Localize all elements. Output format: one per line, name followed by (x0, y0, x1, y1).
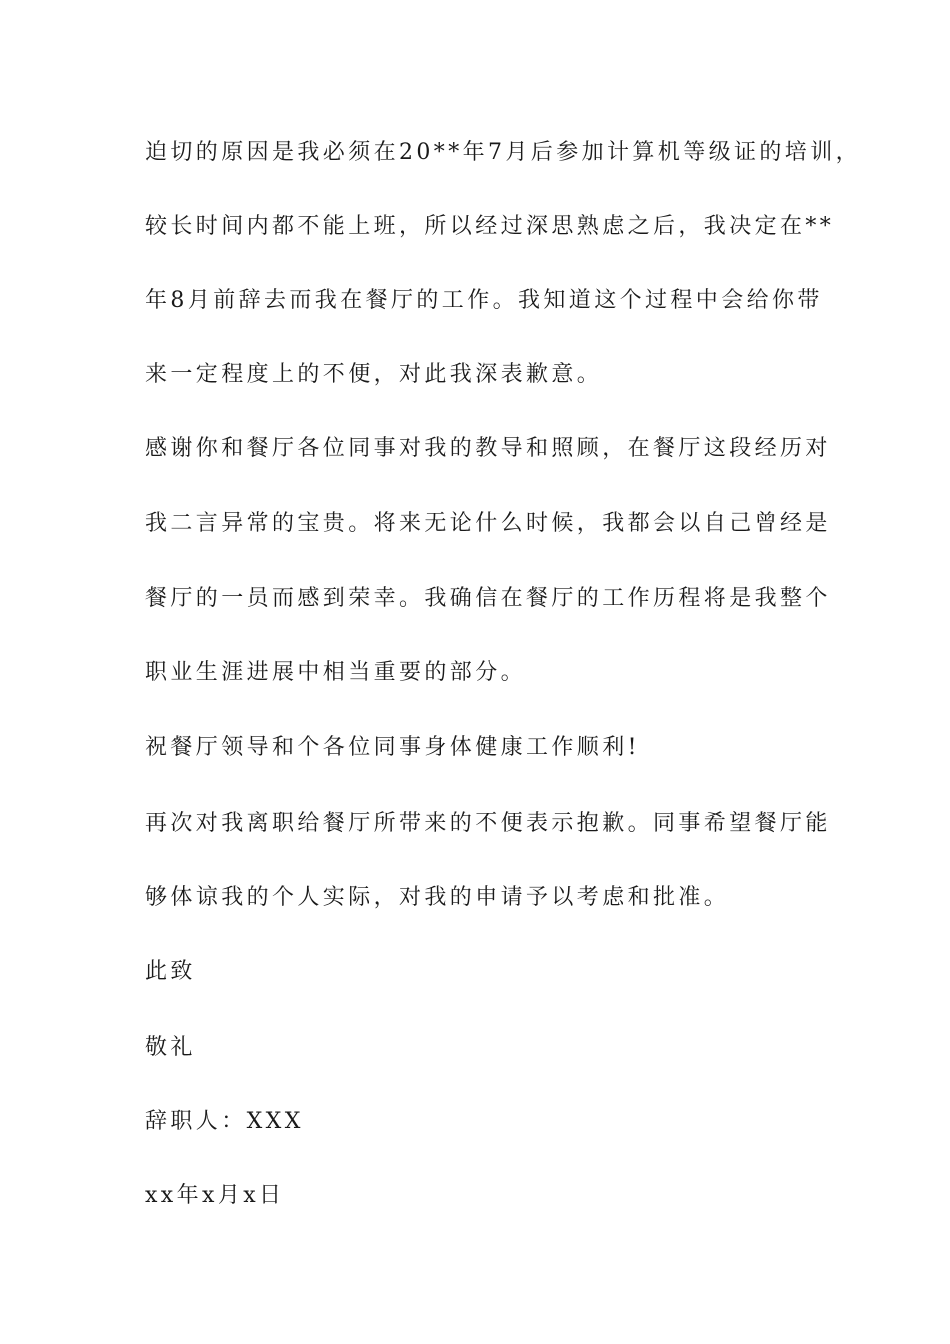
paragraph-line: 餐厅的一员而感到荣幸。我确信在餐厅的工作历程将是我整个 (145, 586, 831, 611)
closing-wish: 祝餐厅领导和个各位同事身体健康工作顺利! (145, 735, 640, 760)
paragraph-line: 再次对我离职给餐厅所带来的不便表示抱歉。同事希望餐厅能 (145, 811, 831, 836)
paragraph-line: 来一定程度上的不便，对此我深表歉意。 (145, 362, 603, 387)
salutation-jingli: 敬礼 (145, 1035, 196, 1060)
paragraph-line: 较长时间内都不能上班，所以经过深思熟虑之后，我决定在** (145, 214, 835, 239)
paragraph-line: 职业生涯进展中相当重要的部分。 (145, 660, 527, 685)
paragraph-line: 够体谅我的个人实际，对我的申请予以考虑和批准。 (145, 885, 730, 910)
paragraph-line: 迫切的原因是我必须在20**年7月后参加计算机等级证的培训， (145, 140, 861, 165)
signature-date: xx年x月x日 (145, 1183, 285, 1208)
paragraph-line: 年8月前辞去而我在餐厅的工作。我知道这个过程中会给你带 (145, 288, 823, 313)
salutation-cizhi: 此致 (145, 959, 196, 984)
signature-name: 辞职人：XXX (145, 1109, 304, 1134)
paragraph-line: 感谢你和餐厅各位同事对我的教导和照顾，在餐厅这段经历对 (145, 436, 831, 461)
paragraph-line: 我二言异常的宝贵。将来无论什么时候，我都会以自己曾经是 (145, 511, 831, 536)
